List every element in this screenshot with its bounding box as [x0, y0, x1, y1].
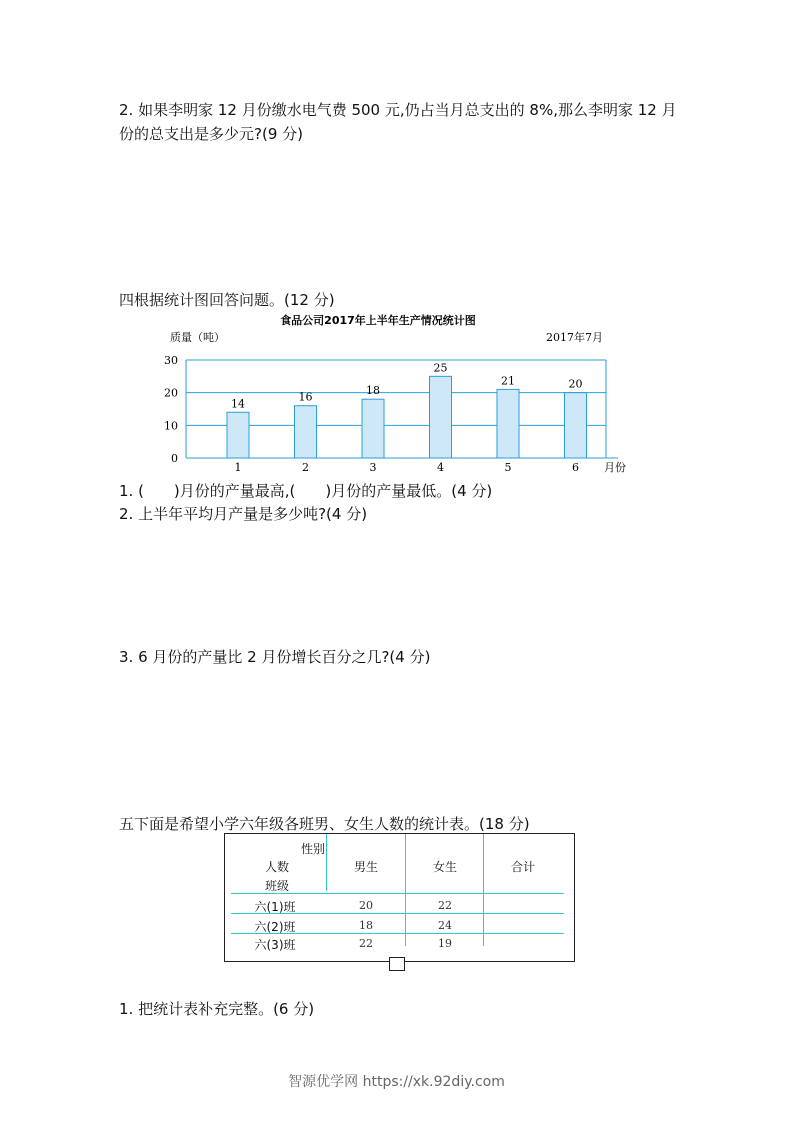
y-tick-label: 20 [164, 386, 178, 400]
bar-value-label: 14 [231, 397, 245, 411]
table-resize-handle [389, 957, 405, 971]
corner-gender-label: 性别 [300, 842, 325, 856]
chart-ylabel: 质量（吨） [170, 331, 225, 344]
row-boys: 22 [359, 937, 373, 950]
bar-value-label: 20 [568, 377, 583, 391]
section-4-question-2: 2. 上半年平均月产量是多少吨?(4 分) [119, 505, 368, 523]
corner-class-label: 班级 [264, 879, 289, 893]
y-tick-label: 30 [164, 354, 178, 367]
bar-value-label: 18 [366, 384, 380, 398]
production-bar-chart [150, 310, 640, 478]
bar-value-label: 21 [501, 374, 515, 388]
section-4-title: 四根据统计图回答问题。(12 分) [119, 291, 335, 309]
y-tick-label: 0 [171, 452, 178, 465]
class-gender-table [224, 833, 575, 962]
section-5-question-1: 1. 把统计表补充完整。(6 分) [119, 1000, 315, 1018]
bar-month-1 [227, 412, 249, 458]
row-label: 六(3)班 [254, 938, 296, 952]
x-tick-label: 4 [437, 461, 444, 474]
bar-month-5 [497, 389, 519, 458]
row-label: 六(2)班 [254, 920, 296, 934]
corner-count-label: 人数 [264, 860, 289, 874]
row-girls: 24 [438, 919, 452, 932]
row-label: 六(1)班 [254, 900, 296, 914]
section-4-question-3: 3. 6 月份的产量比 2 月份增长百分之几?(4 分) [119, 648, 431, 666]
y-tick-label: 10 [164, 419, 178, 433]
chart-xlabel: 月份 [604, 461, 626, 474]
x-tick-label: 5 [504, 461, 512, 474]
header-boys: 男生 [353, 860, 378, 874]
bar-value-label: 16 [298, 390, 313, 404]
x-tick-label: 2 [302, 461, 309, 474]
header-girls: 女生 [432, 860, 457, 874]
x-tick-label: 6 [572, 461, 579, 474]
bar-month-4 [430, 376, 452, 458]
question-2-line-1: 2. 如果李明家 12 月份缴水电气费 500 元,仍占当月总支出的 8%,那么李明家 12 月 [119, 101, 677, 119]
x-tick-label: 1 [234, 461, 242, 474]
question-2-line-2: 份的总支出是多少元?(9 分) [119, 125, 303, 143]
row-girls: 19 [438, 937, 452, 950]
header-total: 合计 [510, 860, 535, 874]
chart-subtitle: 2017年7月 [546, 331, 603, 344]
bar-value-label: 25 [433, 361, 448, 375]
section-5-title: 五下面是希望小学六年级各班男、女生人数的统计表。(18 分) [119, 815, 530, 833]
section-4-question-1: 1. ( )月份的产量最高,( )月份的产量最低。(4 分) [119, 482, 493, 500]
row-boys: 20 [359, 899, 373, 912]
bar-month-6 [565, 393, 587, 458]
row-boys: 18 [359, 919, 373, 932]
bar-month-3 [362, 399, 384, 458]
page-footer: 智源优学网 https://xk.92diy.com [288, 1074, 505, 1090]
x-tick-label: 3 [369, 461, 377, 474]
chart-title: 食品公司2017年上半年生产情况统计图 [280, 314, 476, 327]
row-girls: 22 [438, 899, 452, 912]
bar-month-2 [295, 406, 317, 458]
